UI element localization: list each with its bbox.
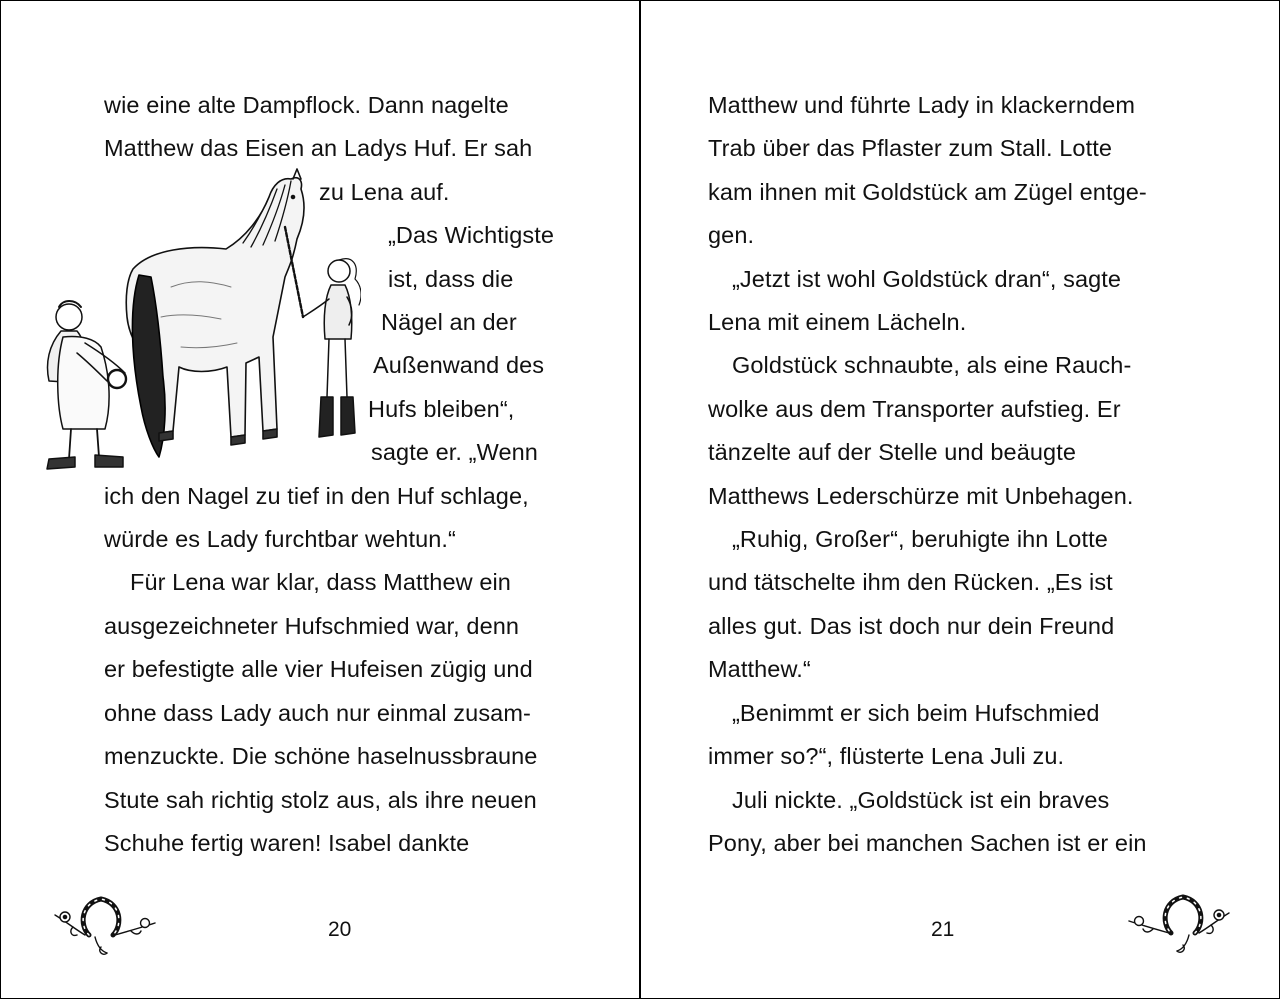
- text-line: würde es Lady furchtbar wehtun.“: [104, 526, 456, 552]
- text-line: sagte er. „Wenn: [371, 439, 538, 465]
- left-page: [1, 1, 639, 998]
- text-line: und tätschelte ihm den Rücken. „Es ist: [708, 569, 1113, 595]
- text-line: Außenwand des: [373, 352, 545, 378]
- text-line: ich den Nagel zu tief in den Huf schlage,: [104, 483, 529, 509]
- text-line: gen.: [708, 222, 755, 248]
- text-line: wie eine alte Dampflock. Dann nagelte: [104, 92, 509, 118]
- text-line: Juli nickte. „Goldstück ist ein braves: [732, 787, 1110, 813]
- right-page: [641, 1, 1279, 998]
- text-line: Schuhe fertig waren! Isabel dankte: [104, 830, 470, 856]
- text-line: menzuckte. Die schöne haselnussbraune: [104, 743, 538, 769]
- text-line: wolke aus dem Transporter aufstieg. Er: [708, 396, 1121, 422]
- text-line: Trab über das Pflaster zum Stall. Lotte: [708, 135, 1113, 161]
- text-line: immer so?“, flüsterte Lena Juli zu.: [708, 743, 1065, 769]
- horseshoe-flower-ornament-icon: [51, 891, 159, 959]
- horseshoe-flower-ornament-icon: [1125, 889, 1233, 957]
- text-line: ausgezeichneter Hufschmied war, denn: [104, 613, 520, 639]
- text-line: Hufs bleiben“,: [368, 396, 515, 422]
- text-line: alles gut. Das ist doch nur dein Freund: [708, 613, 1115, 639]
- text-line: Stute sah richtig stolz aus, als ihre neuen: [104, 787, 537, 813]
- text-line: „Ruhig, Großer“, beruhigte ihn Lotte: [732, 526, 1108, 552]
- page-number: 20: [328, 918, 352, 941]
- page-number: 21: [931, 918, 955, 941]
- farrier-horse-girl-illustration: [41, 167, 361, 477]
- text-line: Matthew.“: [708, 656, 811, 682]
- text-line: Goldstück schnaubte, als eine Rauch-: [732, 352, 1132, 378]
- text-line: kam ihnen mit Goldstück am Zügel entge-: [708, 179, 1147, 205]
- text-line: ist, dass die: [388, 266, 514, 292]
- text-line: Matthews Lederschürze mit Unbehagen.: [708, 483, 1134, 509]
- text-line: tänzelte auf der Stelle und beäugte: [708, 439, 1077, 465]
- text-line: Für Lena war klar, dass Matthew ein: [130, 569, 511, 595]
- text-line: „Benimmt er sich beim Hufschmied: [732, 700, 1100, 726]
- text-line: ohne dass Lady auch nur einmal zusam-: [104, 700, 531, 726]
- text-line: zu Lena auf.: [319, 179, 450, 205]
- text-line: er befestigte alle vier Hufeisen zügig und: [104, 656, 533, 682]
- text-line: Pony, aber bei manchen Sachen ist er ein: [708, 830, 1147, 856]
- text-line: „Das Wichtigste: [388, 222, 555, 248]
- text-line: Matthew und führte Lady in klackerndem: [708, 92, 1136, 118]
- text-line: Matthew das Eisen an Ladys Huf. Er sah: [104, 135, 533, 161]
- text-line: Lena mit einem Lächeln.: [708, 309, 967, 335]
- text-line: Nägel an der: [381, 309, 517, 335]
- text-line: „Jetzt ist wohl Goldstück dran“, sagte: [732, 266, 1122, 292]
